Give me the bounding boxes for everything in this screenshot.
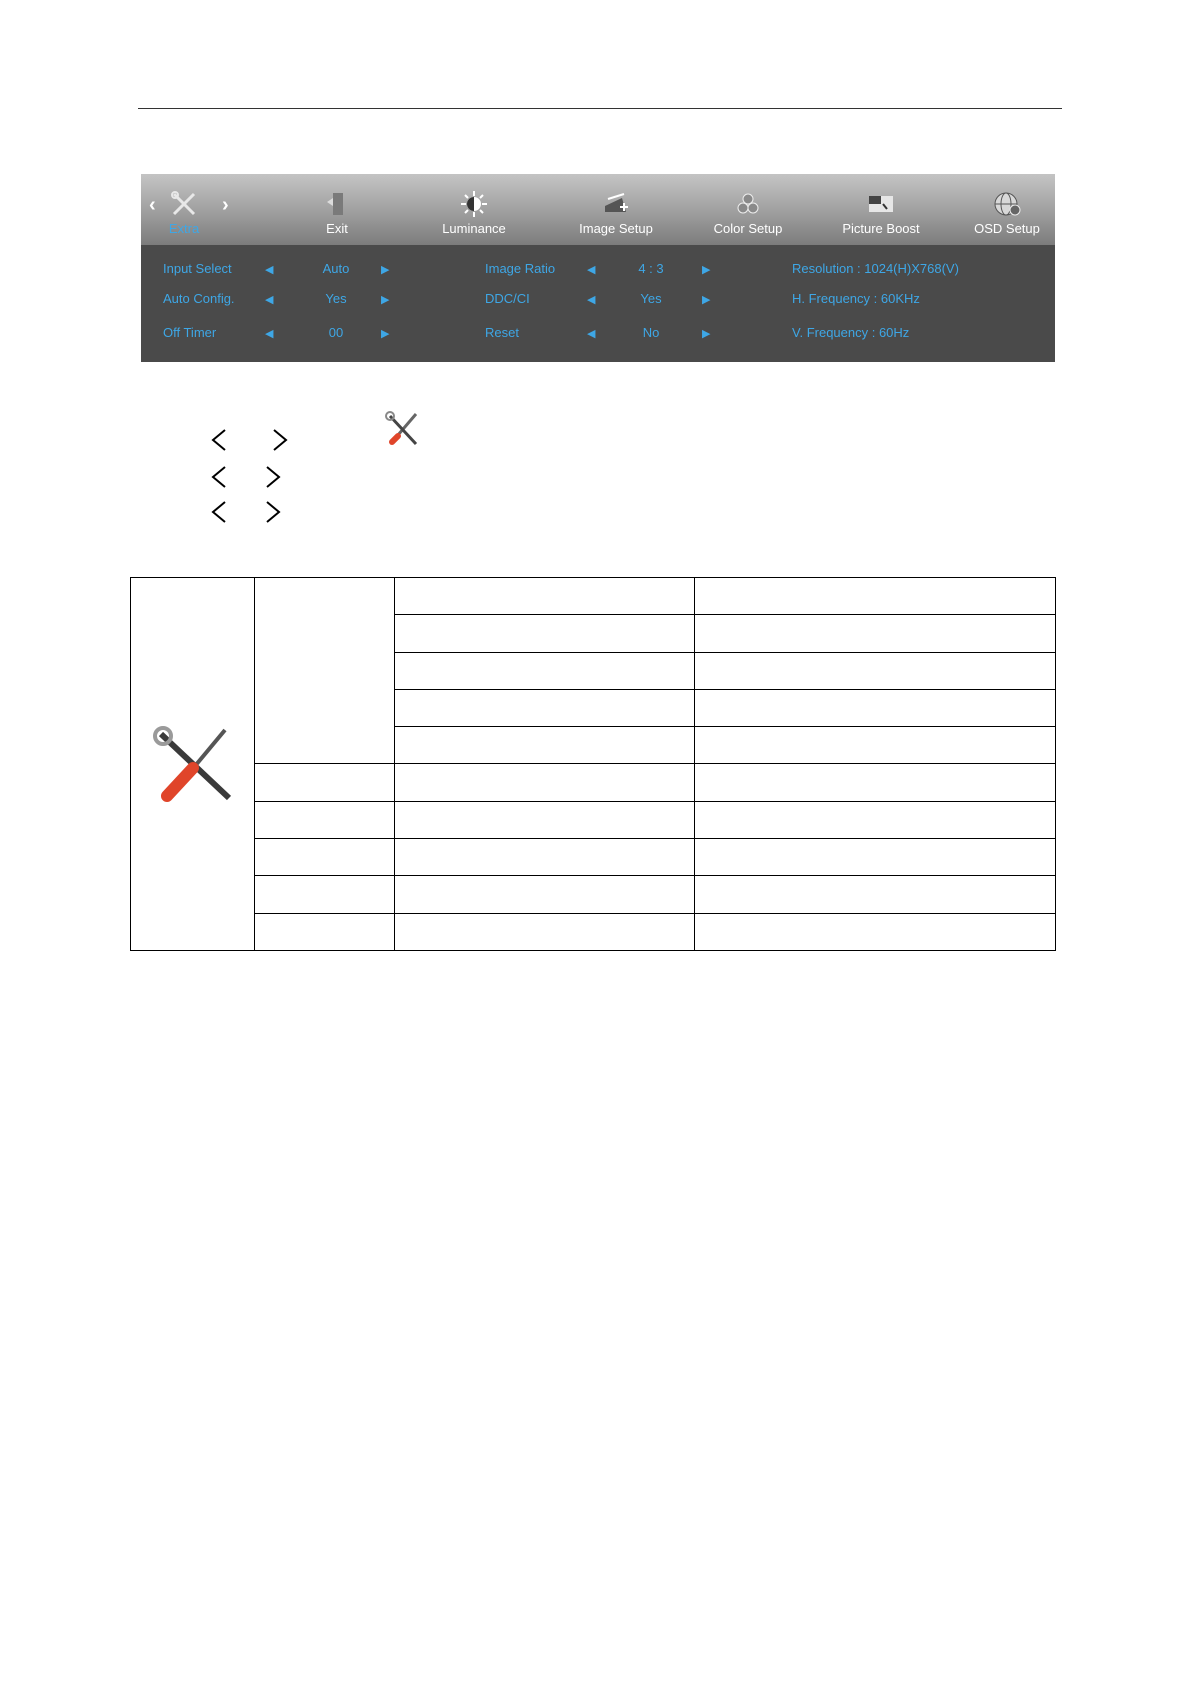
table-cell	[395, 615, 695, 652]
table-row	[131, 876, 1056, 913]
chevron-right-icon	[257, 462, 287, 492]
tab-exit[interactable]	[297, 174, 377, 245]
h-frequency-info: H. Frequency : 60KHz	[792, 291, 920, 306]
table-cell	[395, 652, 695, 689]
table-cell	[255, 839, 395, 876]
off-timer-value[interactable]: 00	[328, 325, 344, 340]
table-icon-cell	[131, 578, 255, 951]
auto-config-value[interactable]: Yes	[325, 291, 347, 306]
table-cell	[695, 615, 1056, 652]
v-frequency-info: V. Frequency : 60Hz	[792, 325, 910, 340]
table-cell	[695, 727, 1056, 764]
tools-icon	[384, 410, 424, 450]
input-select-value[interactable]: Auto	[322, 261, 350, 276]
tab-extra[interactable]	[149, 174, 219, 245]
chevron-right-icon	[264, 425, 294, 455]
tab-label: Color Setup	[713, 221, 783, 236]
tools-icon	[151, 722, 235, 806]
tab-color-setup[interactable]	[703, 174, 793, 245]
reset-value[interactable]: No	[642, 325, 660, 340]
tab-picture-boost[interactable]	[831, 174, 931, 245]
triangle-left-icon[interactable]: ◀	[265, 328, 274, 340]
table-cell	[395, 801, 695, 838]
auto-config-label: Auto Config.	[163, 291, 235, 306]
chevron-left-icon	[205, 462, 235, 492]
triangle-right-icon[interactable]: ▶	[702, 264, 711, 276]
tab-image-setup[interactable]	[571, 174, 661, 245]
table-cell	[255, 578, 395, 764]
sun-contrast-icon	[460, 190, 488, 218]
osd-next-icon[interactable]: ›	[222, 194, 229, 216]
triangle-left-icon[interactable]: ◀	[587, 328, 596, 340]
ddc-ci-label: DDC/CI	[485, 291, 530, 306]
table-cell	[395, 913, 695, 950]
tab-label: Extra	[168, 221, 200, 236]
triangle-right-icon[interactable]: ▶	[381, 294, 390, 306]
table-cell	[395, 689, 695, 726]
table-cell	[695, 839, 1056, 876]
table-cell	[255, 801, 395, 838]
tools-icon	[170, 190, 198, 218]
table-cell	[695, 764, 1056, 801]
tab-label: Luminance	[442, 221, 506, 236]
image-ratio-value[interactable]: 4 : 3	[638, 261, 664, 276]
triangle-left-icon[interactable]: ◀	[265, 264, 274, 276]
picture-boost-icon	[867, 190, 895, 218]
chevron-right-icon	[257, 497, 287, 527]
table-row	[131, 913, 1056, 950]
reset-label: Reset	[485, 325, 519, 340]
ddc-ci-value[interactable]: Yes	[640, 291, 662, 306]
chevron-left-icon	[205, 425, 235, 455]
tab-label: Picture Boost	[842, 221, 920, 236]
tab-osd-setup[interactable]	[967, 174, 1047, 245]
extra-settings-table	[130, 577, 1056, 951]
table-cell	[395, 727, 695, 764]
header-rule	[138, 108, 1062, 109]
input-select-label: Input Select	[163, 261, 232, 276]
table-cell	[695, 652, 1056, 689]
table-cell	[255, 764, 395, 801]
table-cell	[695, 801, 1056, 838]
image-ratio-label: Image Ratio	[485, 261, 556, 276]
off-timer-label: Off Timer	[163, 325, 217, 340]
tab-luminance[interactable]	[429, 174, 519, 245]
triangle-right-icon[interactable]: ▶	[381, 328, 390, 340]
table-cell	[695, 876, 1056, 913]
tab-label: Exit	[326, 221, 348, 236]
table-cell	[695, 913, 1056, 950]
table-cell	[395, 578, 695, 615]
osd-globe-icon	[993, 190, 1021, 218]
exit-door-icon	[323, 190, 351, 218]
table-cell	[255, 913, 395, 950]
table-row	[131, 764, 1056, 801]
triangle-right-icon[interactable]: ▶	[702, 294, 711, 306]
table-row	[131, 801, 1056, 838]
table-row	[131, 839, 1056, 876]
osd-menu	[141, 174, 1055, 362]
table-cell	[695, 578, 1056, 615]
triangle-right-icon[interactable]: ▶	[381, 264, 390, 276]
triangle-right-icon[interactable]: ▶	[702, 328, 711, 340]
image-setup-icon	[602, 190, 630, 218]
triangle-left-icon[interactable]: ◀	[587, 294, 596, 306]
tab-label: OSD Setup	[974, 221, 1040, 236]
resolution-info: Resolution : 1024(H)X768(V)	[792, 261, 959, 276]
table-cell	[695, 689, 1056, 726]
table-cell	[395, 764, 695, 801]
color-circles-icon	[734, 190, 762, 218]
table-cell	[395, 876, 695, 913]
tab-label: Image Setup	[579, 221, 653, 236]
chevron-left-icon	[205, 497, 235, 527]
triangle-left-icon[interactable]: ◀	[587, 264, 596, 276]
triangle-left-icon[interactable]: ◀	[265, 294, 274, 306]
osd-tab-bar	[141, 174, 1055, 245]
osd-prev-icon[interactable]: ‹	[149, 194, 156, 216]
table-cell	[255, 876, 395, 913]
table-cell	[395, 839, 695, 876]
table-row	[131, 578, 1056, 615]
